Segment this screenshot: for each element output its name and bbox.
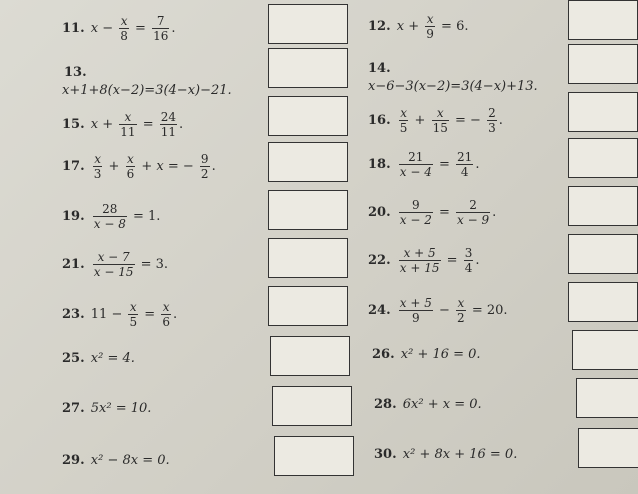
problem-number: 13. <box>64 65 87 80</box>
answer-box-30[interactable] <box>578 428 638 468</box>
problem-28 <box>374 398 482 412</box>
problem-11: 11. x − $\frac{x}{8}$ = $\frac{7}{16}$ . <box>62 14 176 43</box>
answer-box-15[interactable] <box>268 96 348 136</box>
equation: 6x² + x = 0. <box>402 397 482 412</box>
problem-16: 16. $\frac{x}{5}$ + $\frac{x}{15}$ = − $\frac{2}{3}$ . <box>368 106 503 135</box>
problem-12 <box>368 12 468 41</box>
equals: = <box>135 21 146 36</box>
problem-number: 15. <box>62 117 85 132</box>
answer-box-14[interactable] <box>568 44 638 84</box>
problem-27 <box>62 402 151 416</box>
answer-box-25[interactable] <box>270 336 350 376</box>
problem-17: 17. $\frac{x}{3}$ + $\frac{x}{6}$ + x = − $\frac{9}{2}$ . <box>62 152 216 181</box>
fraction: $\frac{x}{8}$ <box>120 14 128 43</box>
problem-number: 16. <box>368 113 391 128</box>
problem-number: 28. <box>374 397 397 412</box>
problem-number: 24. <box>368 303 391 318</box>
problem-number: 22. <box>368 253 391 268</box>
problem-number: 14. <box>368 61 391 76</box>
term: x + <box>90 117 114 132</box>
problem-number: 17. <box>62 159 85 174</box>
problem-14-equation <box>368 80 538 94</box>
equation: x² = 4. <box>90 351 135 366</box>
answer-box-22[interactable] <box>568 234 638 274</box>
fraction: $\frac{x}{11}$ <box>120 110 136 139</box>
equation: 5x² = 10. <box>90 401 152 416</box>
answer-box-23[interactable] <box>268 286 348 326</box>
equation: x−6−3(x−2)=3(4−x)+13. <box>368 79 538 94</box>
problem-number: 26. <box>372 347 395 362</box>
answer-box-11[interactable] <box>268 4 348 44</box>
equation: x+1+8(x−2)=3(4−x)−21. <box>62 83 232 98</box>
problem-number: 18. <box>368 157 391 172</box>
problem-14 <box>368 62 393 76</box>
problem-number: 30. <box>374 447 397 462</box>
problem-29 <box>62 454 170 468</box>
problem-21: 21. $\frac{x - 7}{x - 15}$ = 3. <box>62 250 169 279</box>
equation: x² + 8x + 16 = 0. <box>402 447 518 462</box>
problem-number: 29. <box>62 453 85 468</box>
problem-number: 11. <box>62 21 85 36</box>
answer-box-29[interactable] <box>274 436 354 476</box>
answer-box-18[interactable] <box>568 138 638 178</box>
fraction: $\frac{7}{16}$ <box>153 14 169 43</box>
problem-15: 15. x + $\frac{x}{11}$ = $\frac{24}{11}$ . <box>62 110 184 139</box>
problem-19: 19. $\frac{28}{x - 8}$ = 1. <box>62 202 161 231</box>
problem-number: 19. <box>62 209 85 224</box>
problem-13-equation <box>62 84 232 98</box>
problem-20: 20. $\frac{9}{x - 2}$ = $\frac{2}{x - 9}$ . <box>368 198 497 227</box>
problem-number: 21. <box>62 257 85 272</box>
answer-box-19[interactable] <box>268 190 348 230</box>
problem-23: 23. 11 − $\frac{x}{5}$ = $\frac{x}{6}$ . <box>62 300 178 329</box>
problem-number: 25. <box>62 351 85 366</box>
problem-24: 24. $\frac{x + 5}{9}$ − $\frac{x}{2}$ = 20. <box>368 296 508 325</box>
answer-box-28[interactable] <box>576 378 638 418</box>
fraction: $\frac{x}{9}$ <box>426 12 434 41</box>
fraction: $\frac{24}{11}$ <box>160 110 177 139</box>
problem-number: 12. <box>368 19 391 34</box>
problem-26 <box>372 348 481 362</box>
answer-box-20[interactable] <box>568 186 638 226</box>
answer-box-27[interactable] <box>272 386 352 426</box>
problem-25 <box>62 352 135 366</box>
problem-number: 23. <box>62 307 85 322</box>
problem-number: 20. <box>368 205 391 220</box>
problem-number: 27. <box>62 401 85 416</box>
answer-box-16[interactable] <box>568 92 638 132</box>
equation: x² + 16 = 0. <box>400 347 481 362</box>
term: x − <box>90 21 114 36</box>
answer-box-24[interactable] <box>568 282 638 322</box>
equation: x² − 8x = 0. <box>90 453 170 468</box>
problem-13 <box>64 66 89 80</box>
problem-18: 18. $\frac{21}{x - 4}$ = $\frac{21}{4}$ . <box>368 150 480 179</box>
problem-30 <box>374 448 517 462</box>
rhs: = 6. <box>441 19 469 34</box>
answer-box-21[interactable] <box>268 238 348 278</box>
term: x + <box>396 19 420 34</box>
answer-box-13[interactable] <box>268 48 348 88</box>
answer-box-17[interactable] <box>268 142 348 182</box>
problem-22: 22. $\frac{x + 5}{x + 15}$ = $\frac{3}{4}$ . <box>368 246 480 275</box>
answer-box-26[interactable] <box>572 330 638 370</box>
answer-box-12[interactable] <box>568 0 638 40</box>
